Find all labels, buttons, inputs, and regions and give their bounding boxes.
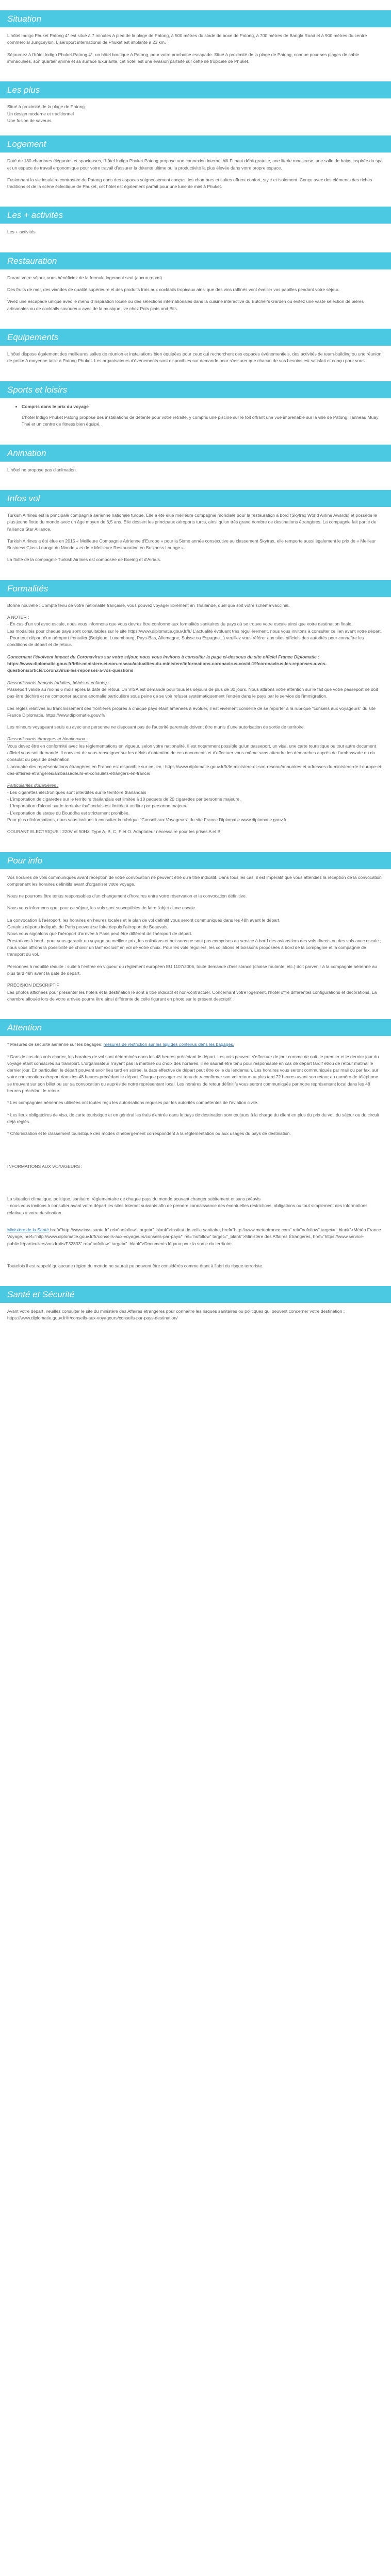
section-title-restauration: Restauration: [0, 252, 391, 269]
formalites-etrangers-text-2: L'annuaire des représentations étrangères en France est disponible sur ce lien : https://www.diplomatie.gouv.fr/fr/le-ministere-et-son-reseau/annuaires-et-adresses-du-ministere-de-l-europe-et-des-affaires-etrangeres/ambassadeurs-et-consulats-etrangers-en-france/: [7, 764, 383, 776]
restauration-paragraph-2: Des fruits de mer, des viandes de qualité supérieure et des produits frais aux cocktails tropicaux ainsi que des vins raffinés vont éveiller vos papilles pendant votre séjour.: [7, 287, 339, 293]
formalites-particularites-line-2: - L'importation de cigarettes sur le territoire thaïlandais est limitée à 10 paquets de 20 cigarettes par personne majeure.: [7, 796, 241, 802]
animation-body: [0, 462, 391, 490]
activites-text: Les + activités: [7, 229, 36, 235]
vol-paragraph-3: La flotte de la compagnie Turkish Airlines est composée de Boeing et d'Airbus.: [7, 557, 161, 563]
formalites-etrangers-text: Vous devez être en conformité avec les réglementations en vigueur, selon votre nationalité. Il est notamment possible qu'un passeport, un visa, une carte touristique ou tout autre document officiel vous soit demandé. Il convient de vous renseigner sur les délais d'obtention de ces documents et d'effectuer vous-même sans attendre les démarches auprès de l'ambassade ou du consulat du pays de destination.: [7, 743, 376, 762]
ministere-sante-link[interactable]: Ministère de la Santé: [7, 1227, 49, 1232]
animation-text: L'hôtel ne propose pas d'animation.: [7, 467, 77, 472]
section-title-situation: Situation: [0, 10, 391, 27]
formalites-a-noter-label: A NOTER :: [7, 615, 29, 620]
section-title-vol: Infos vol: [0, 490, 391, 507]
situation-paragraph-2: Séjournez à l'hôtel Indigo Phuket Patong 4*, un hôtel boutique à Patong, pour votre prochaine escapade. Situé à proximité de la plage de Patong, connue pour ses plages de sable immaculées, son quartier animé et sa surface luxuriante, cet hôtel est une évasion parfaite sur cette île tropicale de Phuket.: [7, 52, 359, 64]
formalites-particularites-line-3: - L'importation d'alcool sur le territoire thaïlandais est limitée à un litre par personne majeure.: [7, 803, 189, 809]
logement-paragraph-2: Fusionnant la vie insulaire contrastée de Patong dans des espaces soigneusement conçus, les chambres et suites offrent confort, style et isolement. Conçu avec des éléments des riches traditions et de la scène éclectique de Phuket, cet hôtel est également parfait pour une lune de miel à Phuket.: [7, 177, 372, 190]
securite-text: Avant votre départ, veuillez consulter le site du ministère des Affaires étrangères pour connaître les risques sanitaires ou politiques qui peuvent concerner votre destination : https://www.diplomatie.gouv.fr/fr/conseils-aux-voyageurs/conseils-par-pays-destination/: [7, 1309, 345, 1321]
section-title-sports: Sports et loisirs: [0, 381, 391, 398]
section-title-logement: Logement: [0, 135, 391, 152]
attention-paragraph-1: [7, 1041, 384, 1048]
formalites-a-noter-line-3: - Pour tout départ d'un aéroport frontalier (Belgique, Luxembourg, Pays-Bas, Allemagne, Suisse ou Espagne...) veuillez vous référer aux sites officiels des autorités pour connaître les conditions de départ et de retour.: [7, 635, 364, 648]
attention-paragraph-9: Toutefois il est rappelé qu'aucune région du monde ne saurait pu peuvent être considérés comme étant à l'abri du risque terroriste.: [7, 1263, 264, 1268]
equipements-body: [0, 346, 391, 381]
section-title-activites: Les + activités: [0, 207, 391, 224]
attention-body: [0, 1036, 391, 1286]
liquids-restriction-link[interactable]: mesures de restriction sur les liquides contenus dans les bagages.: [103, 1042, 234, 1047]
activites-body: [0, 224, 391, 252]
logement-paragraph-1: Doté de 180 chambres élégantes et spacieuses, l'hôtel Indigo Phuket Patong propose une connexion internet Wi-Fi haut débit gratuite, une literie moelleuse, une salle de bains inspirée du spa et un espace de travail ergonomique pour votre travail d'assurer la détente ultime ou la productivité la plus élevée dans votre propre espace.: [7, 158, 383, 171]
pour-info-paragraph-8: Personnes à mobilité réduite : suite à l'entrée en vigueur du règlement européen EU 1107/2006, toute demande d'assistance (chaise roulante, etc.) doit parvenir à la compagnie aérienne au plus tard 48h avant la date de départ.: [7, 963, 377, 976]
section-title-pour-info: Pour info: [0, 852, 391, 869]
formalites-ressortissants-heading: Ressortissants français (adultes, bébés et enfants) :: [7, 680, 109, 685]
sports-text: L'hôtel Indigo Phuket Patong propose des installations de détente pour votre retraite, y compris une piscine sur le toit offrant une vue imprenable sur la ville de Patong, l'anneau Muay Thai et un centre de fitness bien équipé.: [22, 414, 379, 427]
sports-bullet-included: • Compris dans le prix du voyage: [22, 403, 384, 410]
restauration-body: [0, 269, 391, 329]
formalites-particularites-line-4: - L'exportation de statue du Bouddha est strictement prohibée.: [7, 810, 130, 816]
section-title-formalites: Formalités: [0, 580, 391, 597]
plus-body: [0, 98, 391, 135]
pour-info-paragraph-6: Nous vous signalons que l'aéroport d'arrivée à Paris peut être différent de l'aéroport de départ.: [7, 931, 192, 937]
sports-list: [22, 403, 384, 410]
attention-paragraph-3: * Les compagnies aériennes utilisées ont toutes reçu les autorisations requises par les autorités compétentes de l'aviation civile.: [7, 1100, 258, 1106]
formalites-particularites-heading: Particularités douanières :: [7, 783, 59, 788]
formalites-ressortissants-text: Passeport valide au moins 6 mois après la date de retour. Un VISA est demandé pour tous les séjours de plus de 30 jours. Nous attirons votre attention sur le fait que votre passeport ne doit pas être déchiré et ne comporter aucune anomalie particulière sous peine de se voir refuser systématiquement l'entrée dans le pays par le service de l'immigration.: [7, 686, 378, 699]
situation-paragraph-1: L'hôtel Indigo Phuket Patong 4* est situé à 7 minutes à pied de la plage de Patong, à 500 mètres du stade de boxe de Patong, à 700 mètres de Bangla Road et à 900 mètres du centre commercial Jungceylon. L'aéroport international de Phuket est implanté à 23 km.: [7, 33, 367, 45]
attention-paragraph-2: * Dans le cas des vols charter, les horaires de vol sont déterminés dans les 48 heures précédant le départ. Les vols peuvent s'effectuer de jour comme de nuit, le premier et le dernier jour du voyage étant consacrés au transport. L'organisateur n'ayant pas la maîtrise du choix des horaires, il ne saurait être tenu pour responsable en cas de départ tardif et/ou de retour matinal le dernier jour. En particulier, le départ pouvant avoir lieu tard en soirée, la date effective de départ peut être celle du lendemain. Les horaires vous seront communiqués par mail ou par fax, sur votre convocation aéroport dans les 48 heures précédant le départ. Chaque passager est tenu de reconfirmer son vol retour au plus tard 72 heures avant son retour au numéro de téléphone se trouvant sur son billet ou sur sa convocation ou auprès de notre représentant local. Les horaires de retour définitifs vous seront communiqués par notre représentant local dans les 48 heures précédant le retour.: [7, 1054, 379, 1094]
pour-info-body: [0, 869, 391, 1020]
attention-infos-heading: INFORMATIONS AUX VOYAGEURS :: [7, 1163, 83, 1169]
section-title-securite: Santé et Sécurité: [0, 1286, 391, 1303]
formalites-body: [0, 597, 391, 852]
section-title-plus: Les plus: [0, 81, 391, 98]
vol-body: [0, 507, 391, 580]
section-title-attention: Attention: [0, 1019, 391, 1036]
formalites-corona-heading: Concernant l'évolvent impact du Coronavirus sur votre séjour, nous vous invitons à consulter la page ci-dessous du site officiel France Diplomatie :: [7, 654, 320, 659]
attention-paragraph-6: La situation climatique, politique, sanitaire, réglementaire de chaque pays du monde pouvant changer subitement et sans préavis: [7, 1196, 261, 1201]
attention-paragraph-4: * Les lieux obligatoires de visa, de carte touristique et en général les frais d'entrée dans le pays de destination sont toujours à la charge du client en plus du prix du vol, du séjour ou du circuit déjà réglés.: [7, 1112, 380, 1124]
pour-info-precision-heading: PRÉCISION DESCRIPTIF: [7, 982, 59, 988]
formalites-regles: Les règles relatives au franchissement des frontières propres à chaque pays étant amenées à évoluer, il est vivement conseillé de se reporter à la rubrique "conseils aux voyageurs" du site France Diplomatie, https://www.diplomatie.gouv.fr/.: [7, 705, 376, 718]
attention-paragraph-8: [7, 1227, 384, 1247]
attention-p1-text: * Mesures de sécurité aérienne sur les bagages:: [7, 1042, 104, 1047]
plus-line-3: Une fusion de saveurs: [7, 117, 52, 123]
attention-p8-rest: href="http://www.invs.sante.fr" rel="nofollow" target="_blank">Institut de veille sanitaire, href="http://www.meteofrance.com" rel="nofollow" target="_blank">Météo France Voyage, href="http://www.diplomatie.gouv.fr/fr/conseils-aux-voyageurs/conseils-par-pays/" rel="nofollow" target="_blank">Ministère des Affaires Étrangères, href="https://www.service-public.fr/particuliers/vosdroits/F32833" rel="nofollow" target="_blank">Documents légaux pour la sortie du territoire.: [7, 1227, 381, 1246]
formalites-intro: Bonne nouvelle : Compte tenu de votre nationalité française, vous pouvez voyager librement en Thaïlande, quel que soit votre schéma vaccinal.: [7, 602, 290, 608]
formalites-courant: COURANT ELECTRIQUE : 220V et 50Hz. Type A, B, C, F et O. Adaptateur nécessaire pour les prises A et B.: [7, 829, 222, 835]
formalites-corona-link[interactable]: https://www.diplomatie.gouv.fr/fr/le-ministere-et-son-reseau/actualites-du-ministere/informations-coronavirus-covid-19/coronavirus-les-reponses-a-vos-questions/article/coronavirus-les-reponses-a-vos-questions: [7, 660, 327, 673]
restauration-paragraph-1: Durant votre séjour, vous bénéficiez de la formule logement seul (aucun repas).: [7, 275, 164, 280]
situation-body: [0, 27, 391, 81]
formalites-etrangers-heading: Ressortissants étrangers et binationaux :: [7, 736, 88, 742]
formalites-particularites-line-1: - Les cigarettes électroniques sont interdites sur le territoire thaïlandais: [7, 789, 146, 795]
sports-body: [0, 398, 391, 445]
pour-info-paragraph-5: Certains départs indiqués de Paris peuvent se faire depuis l'aéroport de Beauvais.: [7, 924, 169, 930]
equipements-paragraph-1: L'hôtel dispose également des meilleures salles de réunion et installations bien équipées pour ceux qui recherchent des espaces événementiels, des activités de team-building ou une réunion de petite à moyenne taille à Patong Phuket. Les organisateurs d'événements sont disponibles sur demande pour s'assurer que chacun de vos besoins est satisfait et conçu pour vous.: [7, 351, 382, 364]
pour-info-paragraph-3: Nous vous informons que, pour ce séjour, les vols sont susceptibles de faire l'objet d'une escale.: [7, 905, 197, 911]
pour-info-paragraph-7: Prestations à bord : pour vous garantir un voyage au meilleur prix, les collations et boissons ne sont pas comprises au service à bord des avions lors des vols directs ou des vols avec escale ; nous vous offrons la possibilité de choisir un tarif exclusif en vol de votre choix. Pour les vols réguliers, les collations et boissons proposées à bord de la compagnie et la compagnie de transport du vol.: [7, 938, 382, 957]
vol-paragraph-1: Turkish Airlines est la principale compagnie aérienne nationale turque. Elle a été élue meilleure compagnie mondiale pour la restauration à bord (Skytrax World Airline Awards) et possède le plus jeune flotte du monde avec un âge moyen de 6,5 ans. Elle dessert les principaux aéroports turcs, ainsi qu'un très grand nombre de destinations étrangères. La compagnie fait partie de l'alliance Star Alliance.: [7, 512, 377, 532]
pour-info-paragraph-2: Nous ne pourrons être tenus responsables d'un changement d'horaires entre votre réservation et la convocation définitive.: [7, 893, 247, 899]
formalites-mineurs: Les mineurs voyageant seuls ou avec une personne ne disposant pas de l'autorité parentale doivent être munis d'une autorisation de sortie de territoire.: [7, 724, 305, 730]
formalites-particularites-line-5: Pour plus d'informations, nous vous invitons à consulter la rubrique "Conseil aux Voyageurs" du site France Diplomatie www.diplomatie.gouv.fr: [7, 817, 287, 822]
logement-body: [0, 152, 391, 207]
section-title-animation: Animation: [0, 445, 391, 462]
plus-line-1: Situé à proximité de la plage de Patong: [7, 104, 85, 110]
pour-info-paragraph-4: La convocation à l'aéroport, les horaires en heures locales et le plan de vol définitif vous seront communiqués dans les 48h avant le départ.: [7, 917, 281, 923]
pour-info-precision-text: Les photos affichées pour présenter les hôtels et la destination le sont à titre indicatif et non-contractuel. Concernant votre logement, l'hôtel offre différentes configurations et décorations. La chambre allouée lors de votre arrivée pourra être ainsi différente de celle figurant en photo sur le présent descriptif.: [7, 989, 377, 1002]
plus-line-2: Un design moderne et traditionnel: [7, 111, 74, 116]
attention-paragraph-7: - nous vous invitons à consulter avant votre départ les sites Internet suivants afin de prendre connaissance des éventuelles restrictions, obligations ou tout simplement des informations relatives à votre destination.: [7, 1203, 368, 1215]
vol-paragraph-2: Turkish Airlines a été élue en 2015 « Meilleure Compagnie Aérienne d'Europe » pour la 5ème année consécutive au classement Skytrax, elle remporte aussi également le prix de « Meilleur Business Class Lounge du Monde » et de « Meilleure Restauration en Business Lounge ».: [7, 538, 376, 551]
formalites-a-noter-line-2: Les modalités pour chaque pays sont consultables sur le site https://www.diplomatie.gouv.fr/fr/ L'actualité évoluant très régulièrement, nous vous invitons à consulter ce lien avant votre départ.: [7, 628, 382, 634]
formalites-a-noter-line-1: - En cas d'un vol avec escale, nous vous informons que vous devrez être conforme aux formalités sanitaires du pays où se trouve votre escale ainsi que votre destination finale.: [7, 621, 353, 627]
pour-info-paragraph-1: Vos horaires de vols communiqués avant réception de votre convocation ne peuvent être qu'à titre indicatif. Dans tous les cas, il est impératif que vous attendiez la réception de la convocation comprenant les horaires définitifs avant d'organiser votre voyage.: [7, 874, 382, 887]
section-title-equipements: Equipements: [0, 329, 391, 346]
attention-paragraph-5: * Chlorinization et le classement touristique des modes d'hébergement correspondent à la réglementation ou aux usages du pays de destination.: [7, 1131, 291, 1137]
restauration-paragraph-3: Vivez une escapade unique avec le menu d'inspiration locale ou des sélections internationales dans la cuisine interactive du Butcher's Garden ou évitez une vaste sélection de bières artisanales ou de cocktails savoureux avec de la musique live chez Pots pints and Bits.: [7, 299, 364, 311]
securite-body: [0, 1303, 391, 1338]
